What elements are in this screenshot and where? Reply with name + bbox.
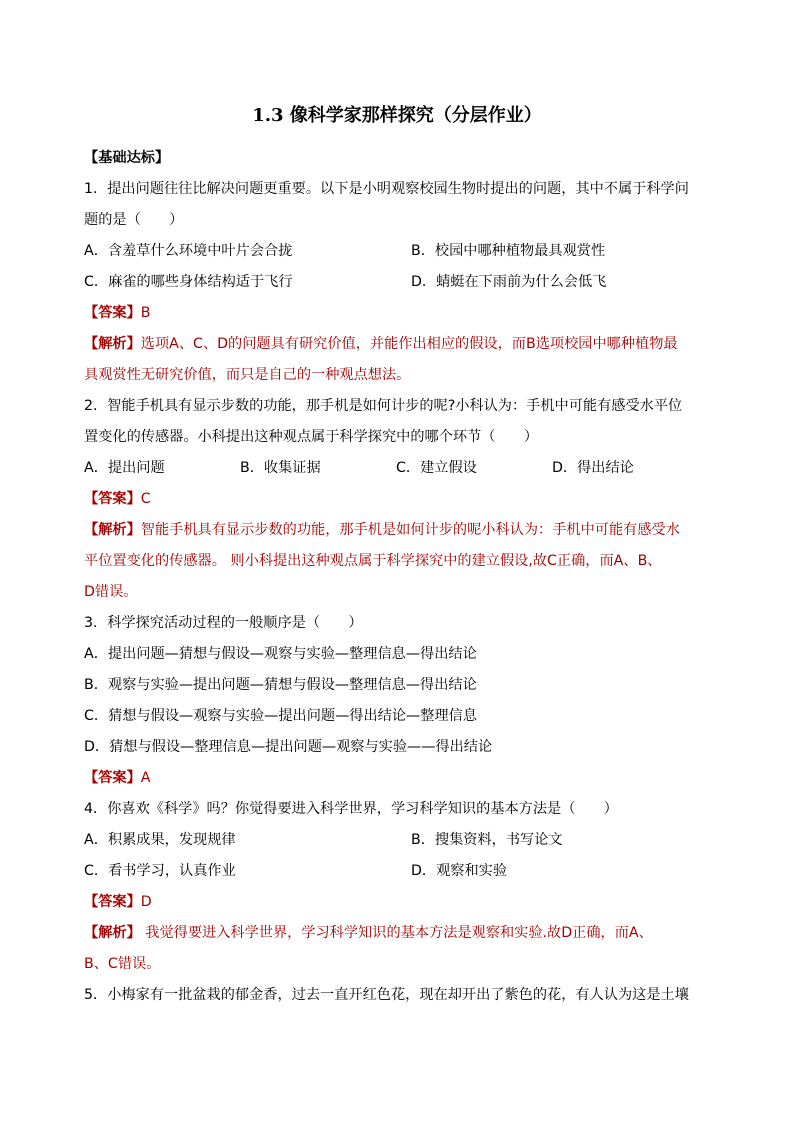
q2-option-d: D．得出结论 [552,460,634,476]
q4-option-c: C．看书学习，认真作业 [84,863,236,879]
q1-options-row2 [84,267,714,298]
q1-stem-line2: 题的是（ ） [84,212,184,228]
answer-tag: 【答案】 [84,491,141,507]
answer-tag: 【答案】 [84,894,141,910]
q3-stem-line1: 3．科学探究活动过程的一般顺序是（ ） [84,615,363,631]
analysis-tag: 【解析】 [84,522,141,538]
q2-stem-line2: 置变化的传感器。小科提出这种观点属于科学探究中的哪个环节（ ） [84,429,539,445]
analysis-tag: 【解析】 [84,925,141,941]
q3-answer [84,763,714,794]
q4-analysis-line1 [84,918,714,949]
q1-option-a: A．含羞草什么环境中叶片会合拢 [84,243,293,259]
document-body [84,143,714,1011]
q2-analysis-line1 [84,515,714,546]
q1-option-c: C．麻雀的哪些身体结构适于飞行 [84,274,293,290]
q3-option-c: C．猜想与假设—观察与实验—提出问题—得出结论—整理信息 [84,708,477,724]
q2-answer [84,484,714,515]
q4-stem-line1: 4．你喜欢《科学》吗？你觉得要进入科学世界，学习科学知识的基本方法是（ ） [84,801,618,817]
q1-option-b: B．校园中哪种植物最具观赏性 [411,243,606,259]
q4-answer-value: D [140,894,152,910]
section-heading: 【基础达标】 [84,150,170,166]
q3-option-b: B．观察与实验—提出问题—猜想与假设—整理信息—得出结论 [84,677,477,693]
q4-analysis-text1: 我觉得要进入科学世界，学习科学知识的基本方法是观察和实验.故D正确，而A、 [140,925,653,941]
q3-option-d: D．猜想与假设—整理信息—提出问题—观察与实验——得出结论 [84,739,493,755]
q3-option-a: A．提出问题—猜想与假设—观察与实验—整理信息—得出结论 [84,646,477,662]
q1-answer [84,298,714,329]
analysis-tag: 【解析】 [84,336,141,352]
answer-tag: 【答案】 [84,305,141,321]
q2-option-a: A．提出问题 [84,460,165,476]
q2-option-c: C．建立假设 [396,460,477,476]
q1-answer-value: B [140,305,151,321]
q1-option-d: D．蜻蜓在下雨前为什么会低飞 [411,274,607,290]
q2-analysis-text1: 智能手机具有显示步数的功能，那手机是如何计步的呢小科认为：手机中可能有感受水 [140,522,680,538]
q2-stem-line1: 2．智能手机具有显示步数的功能，那手机是如何计步的呢?小科认为：手机中可能有感受水平位 [84,398,683,414]
q4-option-d: D．观察和实验 [411,863,508,879]
q5-stem-line1: 5．小梅家有一批盆栽的郁金香，过去一直开红色花，现在却开出了紫色的花，有人认为这是土壤 [84,987,689,1003]
q2-analysis-line2: 平位置变化的传感器。 则小科提出这种观点属于科学探究中的建立假设,故C正确，而A、B、 [84,553,662,569]
q4-option-a: A．积累成果，发现规律 [84,832,236,848]
q4-answer [84,887,714,918]
q2-answer-value: C [140,491,151,507]
page-title: 1.3 像科学家那样探究（分层作业） [252,105,542,126]
q2-options-row [84,453,714,484]
q1-stem-line1: 1．提出问题往往比解决问题更重要。以下是小明观察校园生物时提出的问题，其中不属于科学问 [84,181,689,197]
q1-analysis-text1: 选项A、C、D的问题具有研究价值，并能作出相应的假设，而B选项校园中哪种植物最 [140,336,678,352]
q4-options-row1 [84,825,714,856]
q1-analysis-line1 [84,329,714,360]
q2-option-b: B．收集证据 [240,460,321,476]
answer-tag: 【答案】 [84,770,141,786]
q1-options-row1 [84,236,714,267]
q3-answer-value: A [140,770,151,786]
q4-option-b: B．搜集资料，书写论文 [411,832,563,848]
q2-analysis-line3: D错误。 [84,584,138,600]
q4-analysis-line2: B、C错误。 [84,956,161,972]
q1-analysis-line2: 具观赏性无研究价值，而只是自己的一种观点想法。 [84,367,411,383]
q4-options-row2 [84,856,714,887]
